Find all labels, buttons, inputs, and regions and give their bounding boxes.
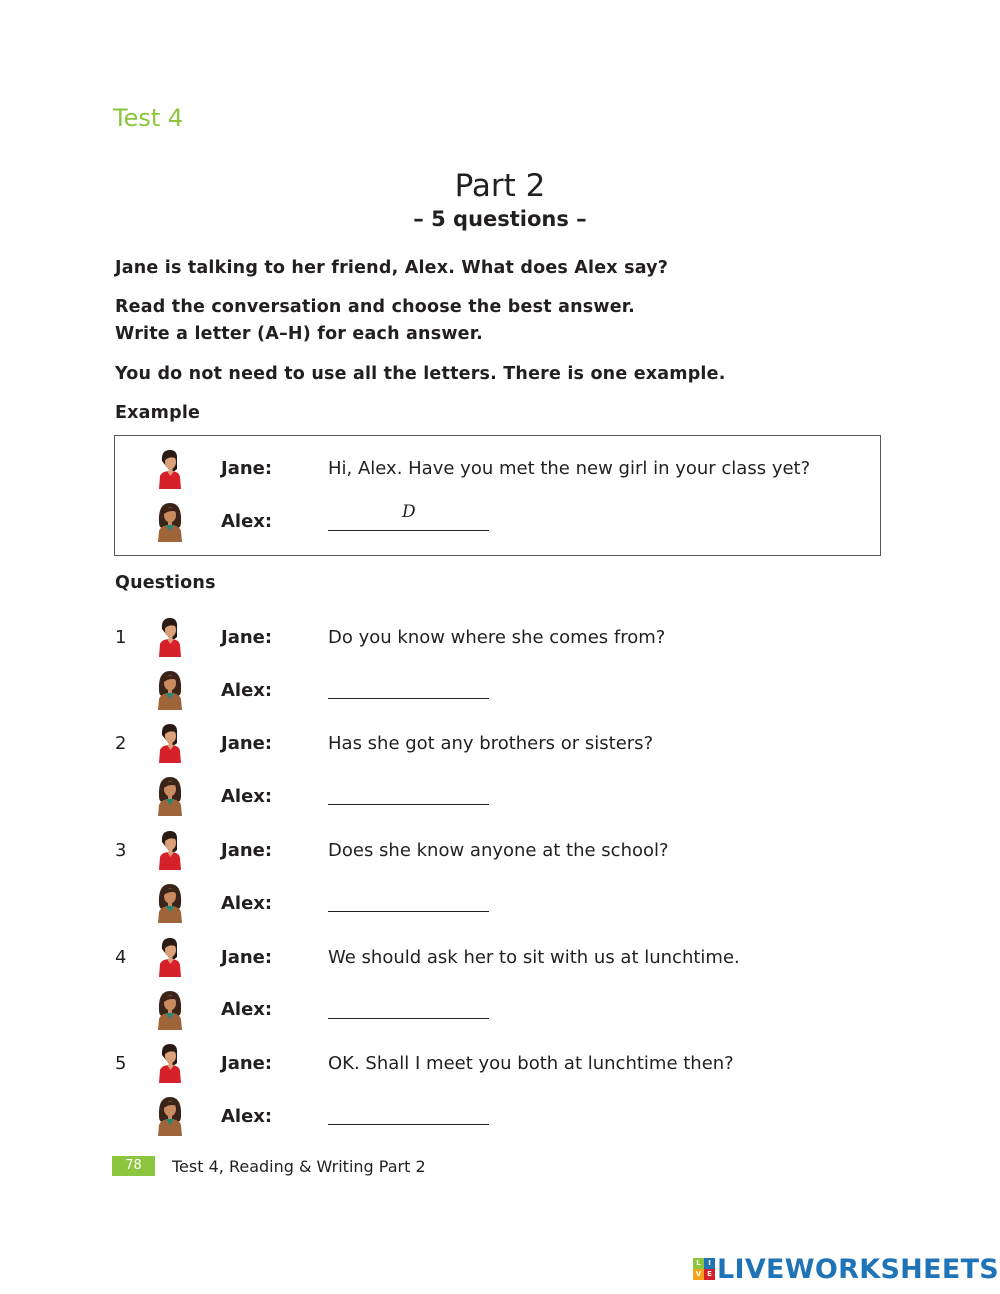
- answer-field-2[interactable]: [328, 779, 489, 805]
- question-number: 4: [115, 947, 127, 968]
- question-number: 1: [115, 627, 127, 648]
- question-alex-speaker: Alex:: [221, 893, 273, 914]
- alex-avatar-icon: [153, 1094, 185, 1136]
- liveworksheets-logo[interactable]: [693, 1252, 999, 1286]
- jane-avatar-icon: [153, 721, 185, 763]
- part-title: Part 2: [454, 168, 546, 204]
- test-label: Test 4: [113, 104, 184, 132]
- instruction-read: Read the conversation and choose the best answer.: [115, 297, 635, 317]
- instruction-context: Jane is talking to her friend, Alex. What does Alex say?: [115, 258, 669, 278]
- jane-avatar-icon: [153, 447, 185, 489]
- question-jane-text: OK. Shall I meet you both at lunchtime then?: [328, 1053, 734, 1074]
- question-number: 5: [115, 1053, 127, 1074]
- footer-text: Test 4, Reading & Writing Part 2: [172, 1157, 426, 1176]
- alex-avatar-icon: [153, 774, 185, 816]
- example-box: [114, 435, 881, 556]
- question-number: 3: [115, 840, 127, 861]
- liveworksheets-logo-icon: L I V E: [693, 1258, 715, 1280]
- alex-avatar-icon: [153, 668, 185, 710]
- instruction-write: Write a letter (A–H) for each answer.: [115, 324, 483, 344]
- question-alex-speaker: Alex:: [221, 680, 273, 701]
- example-jane-text: Hi, Alex. Have you met the new girl in your class yet?: [328, 458, 811, 479]
- question-alex-speaker: Alex:: [221, 786, 273, 807]
- instruction-letters: You do not need to use all the letters. There is one example.: [115, 364, 726, 384]
- example-answer-letter: D: [402, 502, 416, 522]
- question-jane-speaker: Jane:: [221, 627, 273, 648]
- brand-name: LIVEWORKSHEETS: [717, 1253, 1000, 1285]
- question-jane-speaker: Jane:: [221, 947, 273, 968]
- question-jane-speaker: Jane:: [221, 1053, 273, 1074]
- example-answer-field: [328, 502, 489, 531]
- example-jane-speaker: Jane:: [221, 458, 273, 479]
- alex-avatar-icon: [153, 988, 185, 1030]
- question-jane-text: Do you know where she comes from?: [328, 627, 666, 648]
- question-jane-text: Does she know anyone at the school?: [328, 840, 669, 861]
- answer-field-1[interactable]: [328, 673, 489, 699]
- question-alex-speaker: Alex:: [221, 1106, 273, 1127]
- answer-field-3[interactable]: [328, 886, 489, 912]
- part-subtitle: – 5 questions –: [413, 207, 587, 231]
- jane-avatar-icon: [153, 615, 185, 657]
- alex-avatar-icon: [153, 881, 185, 923]
- questions-heading: Questions: [115, 573, 216, 593]
- question-jane-speaker: Jane:: [221, 840, 273, 861]
- example-heading: Example: [115, 403, 201, 423]
- page-number: 78: [112, 1156, 155, 1176]
- question-jane-speaker: Jane:: [221, 733, 273, 754]
- answer-field-5[interactable]: [328, 1099, 489, 1125]
- question-alex-speaker: Alex:: [221, 999, 273, 1020]
- alex-avatar-icon: [153, 500, 185, 542]
- example-alex-speaker: Alex:: [221, 511, 273, 532]
- question-number: 2: [115, 733, 127, 754]
- question-jane-text: Has she got any brothers or sisters?: [328, 733, 654, 754]
- question-jane-text: We should ask her to sit with us at lunchtime.: [328, 947, 740, 968]
- jane-avatar-icon: [153, 1041, 185, 1083]
- answer-field-4[interactable]: [328, 993, 489, 1019]
- jane-avatar-icon: [153, 935, 185, 977]
- jane-avatar-icon: [153, 828, 185, 870]
